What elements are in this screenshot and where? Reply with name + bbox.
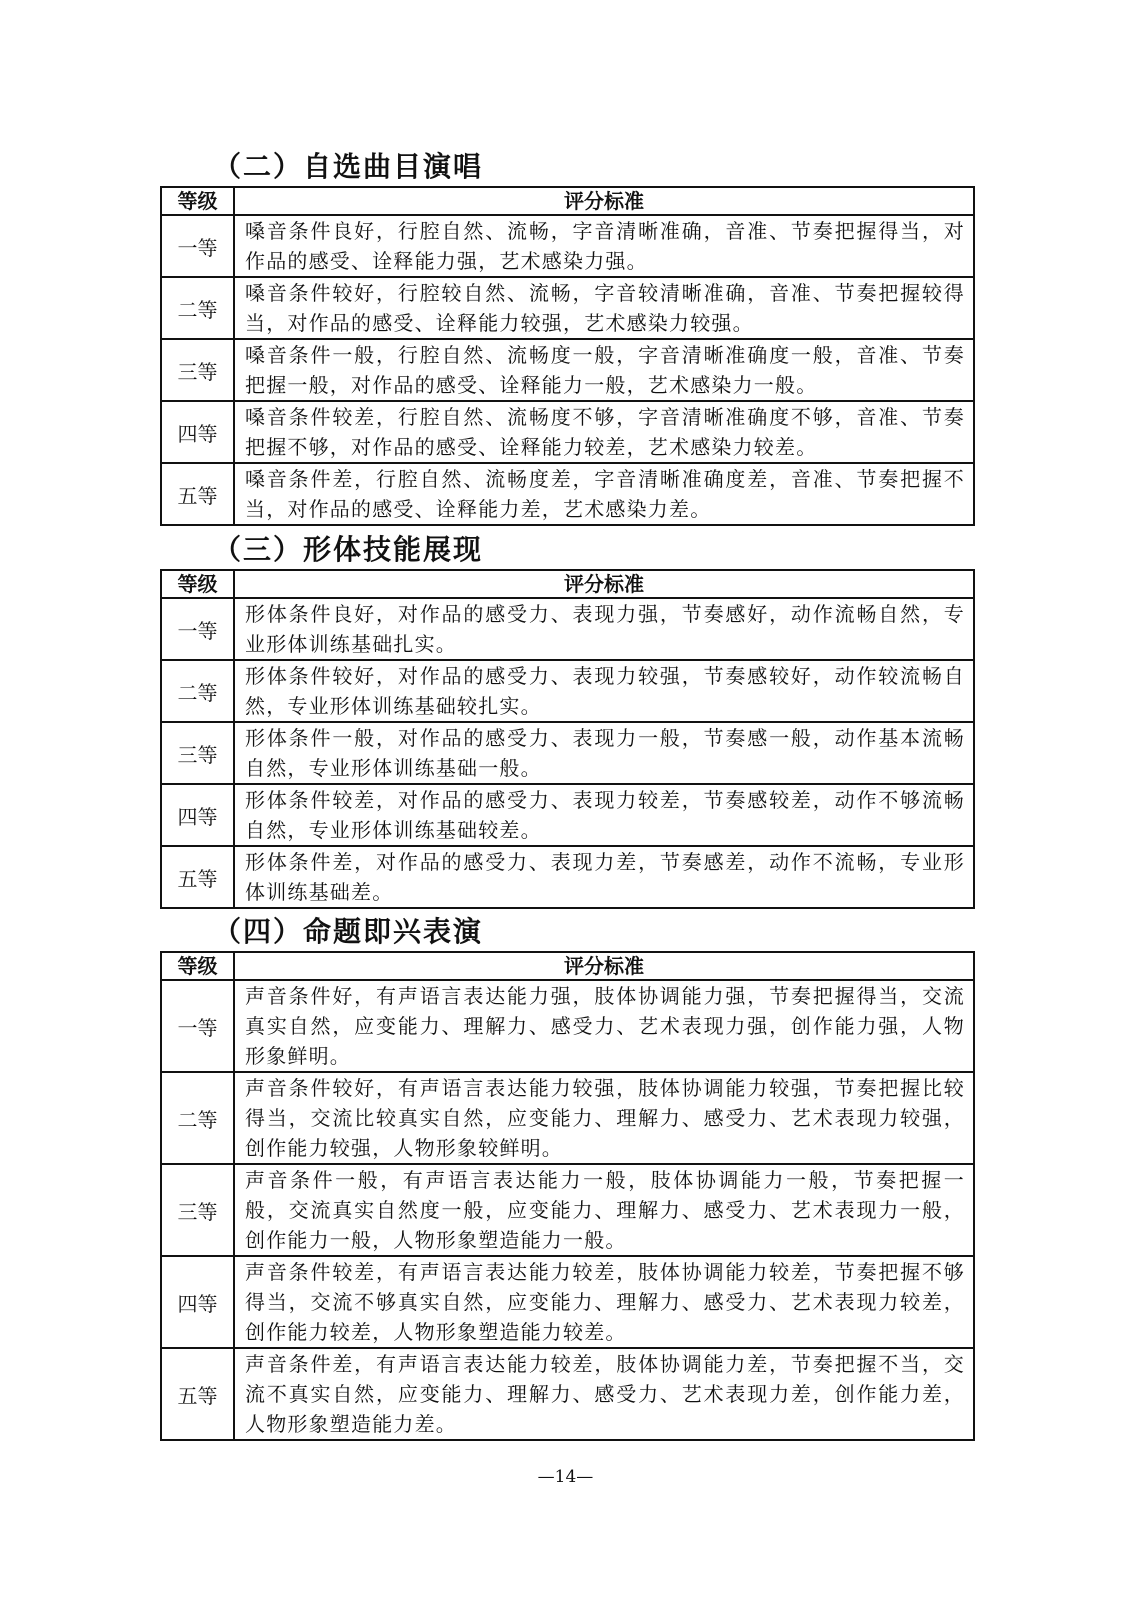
scoring-table bbox=[160, 186, 975, 526]
table-row bbox=[161, 1072, 974, 1164]
criteria-cell: 形体条件一般，对作品的感受力、表现力一般，节奏感一般，动作基本流畅自然，专业形体训练基础一般。 bbox=[234, 722, 974, 784]
grade-header: 等级 bbox=[161, 570, 234, 598]
section-body-skills bbox=[160, 531, 975, 909]
scoring-table bbox=[160, 951, 975, 1441]
section-improvisation bbox=[160, 913, 975, 1441]
scoring-table bbox=[160, 569, 975, 909]
table-row bbox=[161, 598, 974, 660]
grade-cell: 一等 bbox=[161, 980, 234, 1072]
section-title: （四）命题即兴表演 bbox=[213, 915, 484, 948]
grade-cell: 三等 bbox=[161, 1164, 234, 1256]
grade-cell: 五等 bbox=[161, 463, 234, 525]
grade-cell: 五等 bbox=[161, 846, 234, 908]
table-header-row bbox=[161, 570, 974, 598]
criteria-cell: 声音条件较好，有声语言表达能力较强，肢体协调能力较强，节奏把握比较得当，交流比较真实自然，应变能力、理解力、感受力、艺术表现力较强，创作能力较强，人物形象较鲜明。 bbox=[234, 1072, 974, 1164]
grade-cell: 四等 bbox=[161, 1256, 234, 1348]
grade-cell: 二等 bbox=[161, 1072, 234, 1164]
criteria-cell: 形体条件较好，对作品的感受力、表现力较强，节奏感较好，动作较流畅自然，专业形体训练基础较扎实。 bbox=[234, 660, 974, 722]
criteria-cell: 形体条件良好，对作品的感受力、表现力强，节奏感好，动作流畅自然，专业形体训练基础扎实。 bbox=[234, 598, 974, 660]
section-title: （二）自选曲目演唱 bbox=[213, 150, 484, 183]
grade-cell: 一等 bbox=[161, 598, 234, 660]
table-row bbox=[161, 1164, 974, 1256]
grade-cell: 二等 bbox=[161, 660, 234, 722]
table-header-row bbox=[161, 952, 974, 980]
page-number: —14— bbox=[537, 1467, 594, 1487]
table-row bbox=[161, 846, 974, 908]
criteria-cell: 嗓音条件差，行腔自然、流畅度差，字音清晰准确度差，音准、节奏把握不当，对作品的感受、诠释能力差，艺术感染力差。 bbox=[234, 463, 974, 525]
grade-cell: 三等 bbox=[161, 339, 234, 401]
criteria-cell: 声音条件好，有声语言表达能力强，肢体协调能力强，节奏把握得当，交流真实自然，应变能力、理解力、感受力、艺术表现力强，创作能力强，人物形象鲜明。 bbox=[234, 980, 974, 1072]
criteria-cell: 嗓音条件一般，行腔自然、流畅度一般，字音清晰准确度一般，音准、节奏把握一般，对作品的感受、诠释能力一般，艺术感染力一般。 bbox=[234, 339, 974, 401]
table-row bbox=[161, 339, 974, 401]
table-header-row bbox=[161, 187, 974, 215]
grade-cell: 二等 bbox=[161, 277, 234, 339]
table-row bbox=[161, 463, 974, 525]
criteria-cell: 嗓音条件较差，行腔自然、流畅度不够，字音清晰准确度不够，音准、节奏把握不够，对作品的感受、诠释能力较差，艺术感染力较差。 bbox=[234, 401, 974, 463]
table-row bbox=[161, 401, 974, 463]
section-solo-singing bbox=[160, 148, 975, 526]
grade-cell: 四等 bbox=[161, 401, 234, 463]
grade-cell: 一等 bbox=[161, 215, 234, 277]
table-row bbox=[161, 980, 974, 1072]
grade-header: 等级 bbox=[161, 952, 234, 980]
table-row bbox=[161, 1348, 974, 1440]
grade-cell: 五等 bbox=[161, 1348, 234, 1440]
table-row bbox=[161, 277, 974, 339]
grade-header: 等级 bbox=[161, 187, 234, 215]
criteria-header: 评分标准 bbox=[234, 570, 974, 598]
table-row bbox=[161, 215, 974, 277]
table-row bbox=[161, 784, 974, 846]
criteria-header: 评分标准 bbox=[234, 952, 974, 980]
table-row bbox=[161, 722, 974, 784]
grade-cell: 三等 bbox=[161, 722, 234, 784]
criteria-cell: 嗓音条件良好，行腔自然、流畅，字音清晰准确，音准、节奏把握得当，对作品的感受、诠释能力强，艺术感染力强。 bbox=[234, 215, 974, 277]
criteria-cell: 形体条件较差，对作品的感受力、表现力较差，节奏感较差，动作不够流畅自然，专业形体训练基础较差。 bbox=[234, 784, 974, 846]
criteria-cell: 形体条件差，对作品的感受力、表现力差，节奏感差，动作不流畅，专业形体训练基础差。 bbox=[234, 846, 974, 908]
criteria-cell: 嗓音条件较好，行腔较自然、流畅，字音较清晰准确，音准、节奏把握较得当，对作品的感受、诠释能力较强，艺术感染力较强。 bbox=[234, 277, 974, 339]
criteria-cell: 声音条件差，有声语言表达能力较差，肢体协调能力差，节奏把握不当，交流不真实自然，应变能力、理解力、感受力、艺术表现力差，创作能力差，人物形象塑造能力差。 bbox=[234, 1348, 974, 1440]
table-row bbox=[161, 660, 974, 722]
section-title: （三）形体技能展现 bbox=[213, 533, 484, 566]
criteria-cell: 声音条件一般，有声语言表达能力一般，肢体协调能力一般，节奏把握一般，交流真实自然度一般，应变能力、理解力、感受力、艺术表现力一般，创作能力一般，人物形象塑造能力一般。 bbox=[234, 1164, 974, 1256]
criteria-header: 评分标准 bbox=[234, 187, 974, 215]
table-row bbox=[161, 1256, 974, 1348]
grade-cell: 四等 bbox=[161, 784, 234, 846]
criteria-cell: 声音条件较差，有声语言表达能力较差，肢体协调能力较差，节奏把握不够得当，交流不够真实自然，应变能力、理解力、感受力、艺术表现力较差，创作能力较差，人物形象塑造能力较差。 bbox=[234, 1256, 974, 1348]
